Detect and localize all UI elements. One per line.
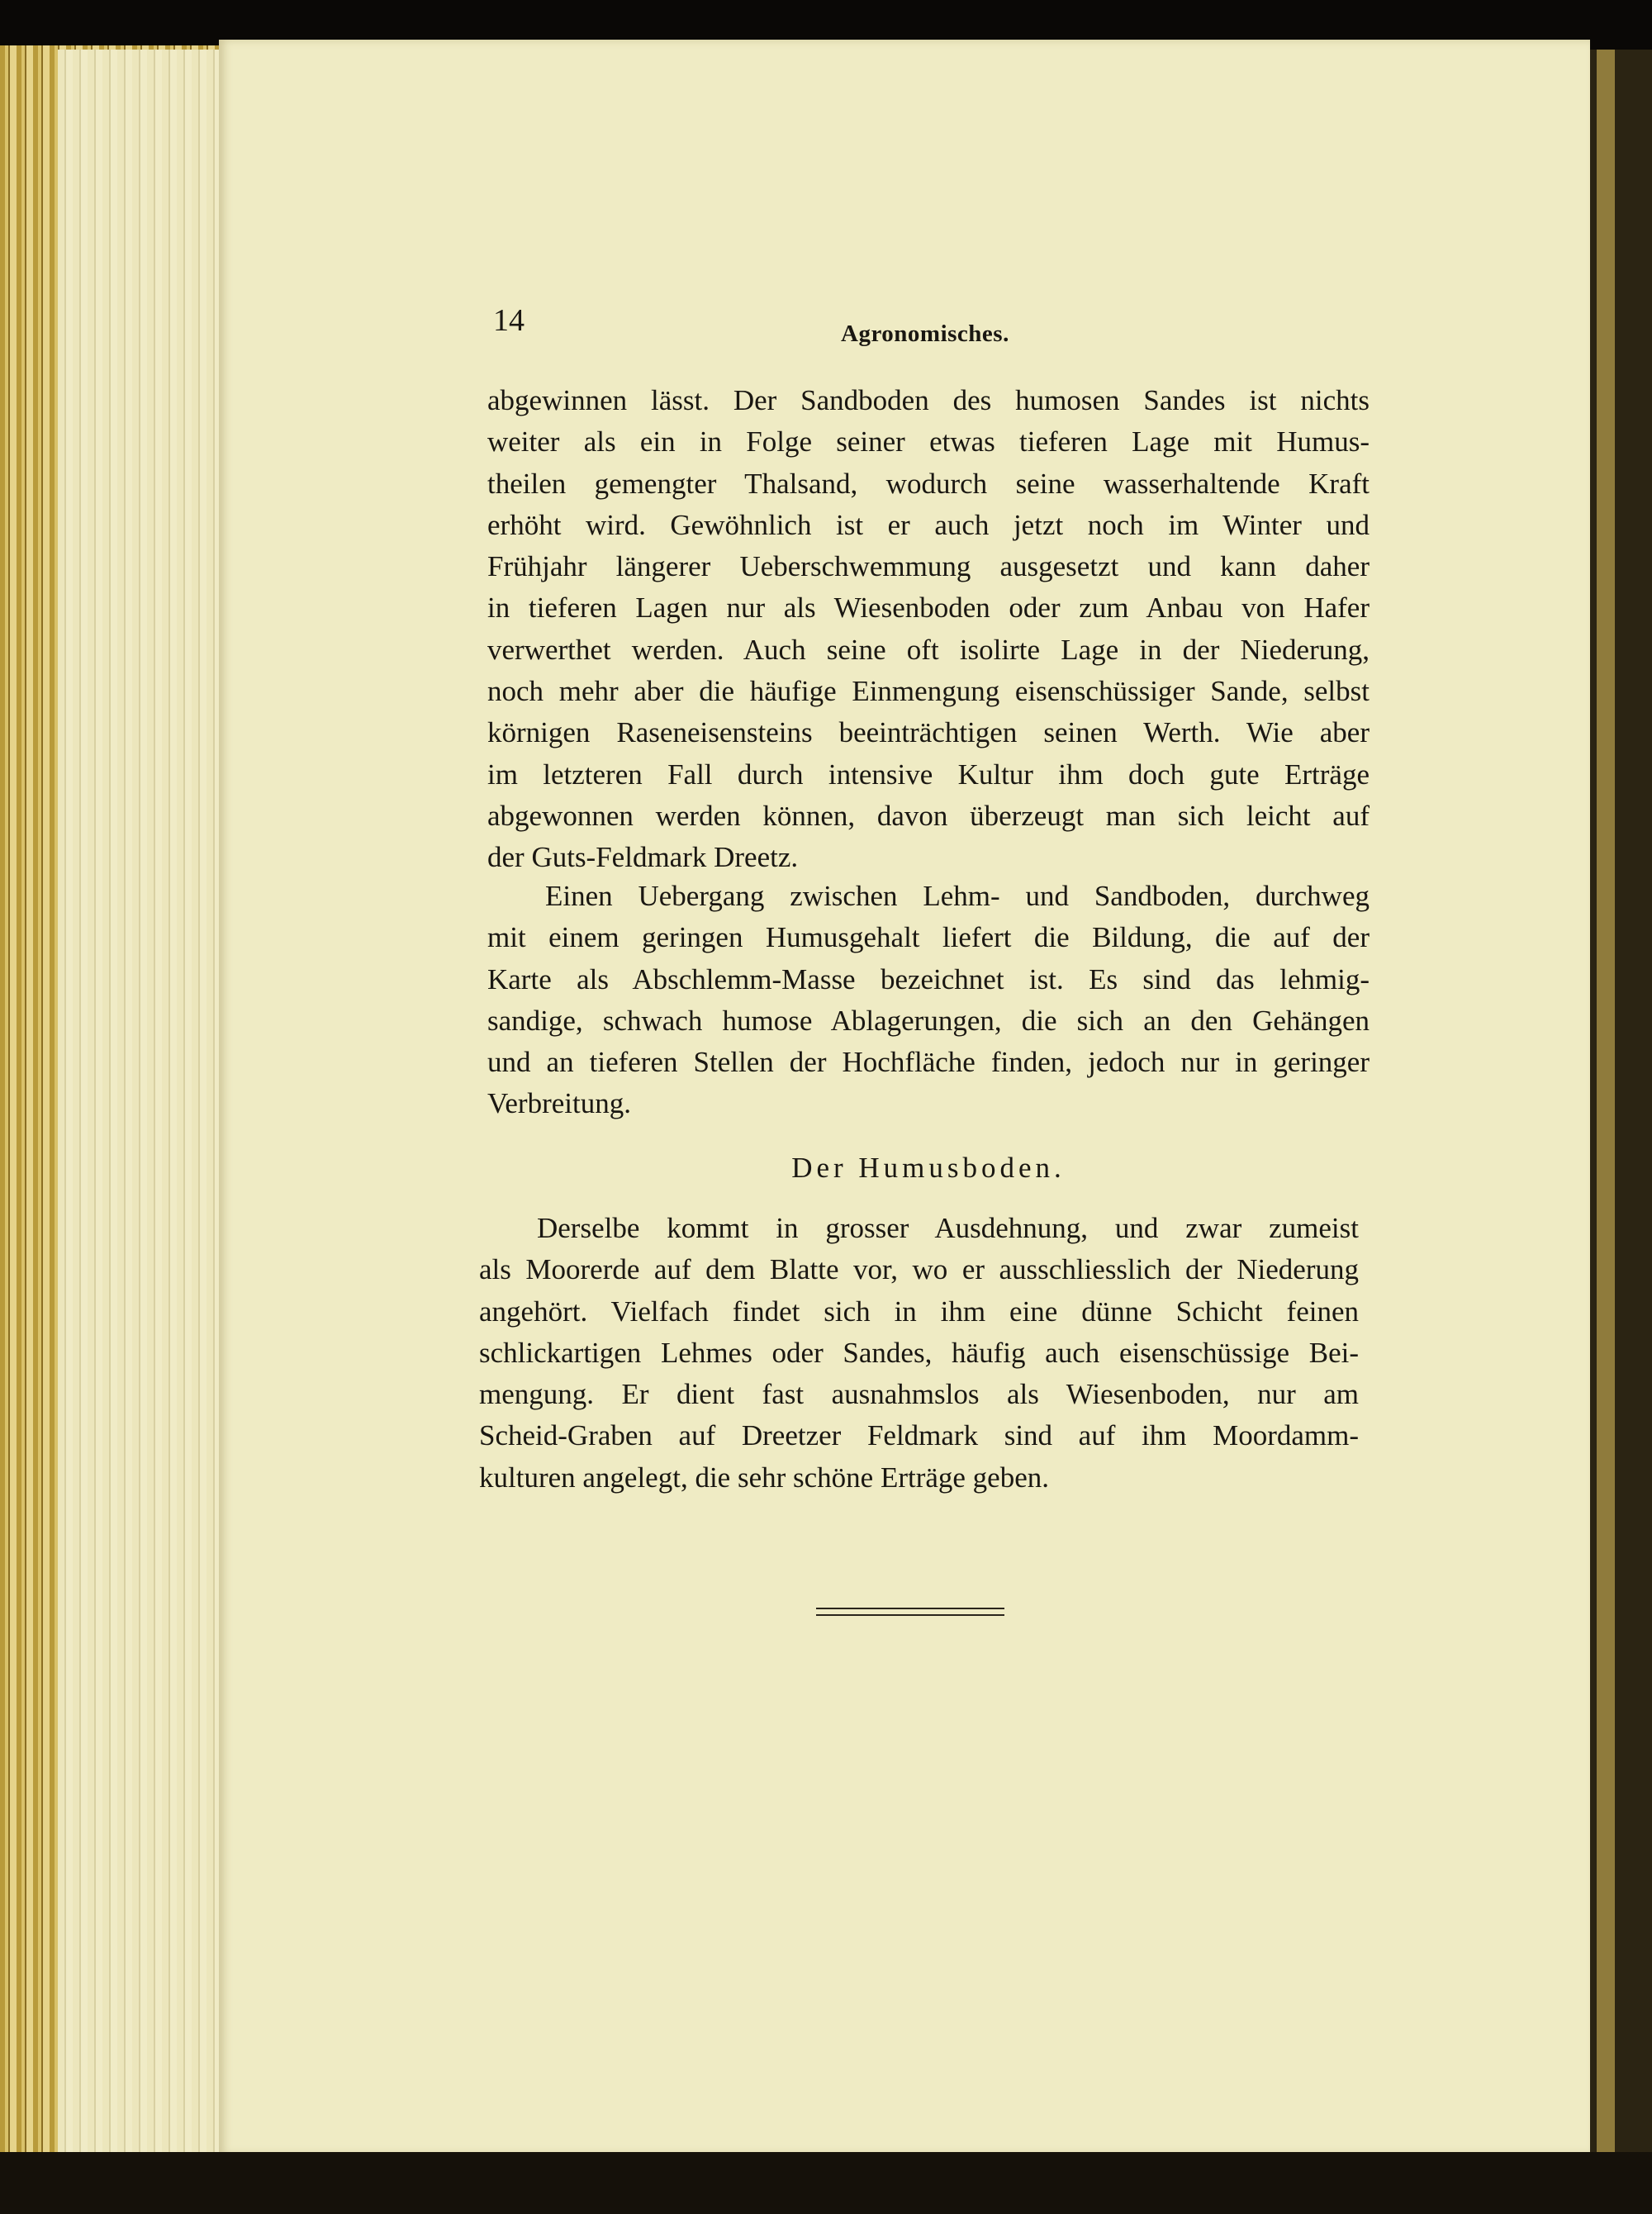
text-line: der Guts-Feldmark Dreetz. — [487, 841, 799, 874]
running-head: Agronomisches. — [841, 321, 1009, 347]
text-line: und an tieferen Stellen der Hochfläche finden, jedoch nur in geringer — [487, 1046, 1370, 1079]
paragraph-3 — [479, 1208, 1359, 1499]
text-line: Derselbe kommt in grosser Ausdehnung, und zwar zumeist — [537, 1212, 1359, 1244]
paragraph-1 — [487, 380, 1370, 879]
book-page-stack — [58, 50, 231, 2156]
text-line: körnigen Raseneisensteins beeinträchtigen seinen Werth. Wie aber — [487, 716, 1370, 749]
text-line: Einen Uebergang zwischen Lehm- und Sandboden, durchweg — [545, 880, 1370, 912]
text-line: noch mehr aber die häufige Einmengung eisenschüssiger Sande, selbst — [487, 675, 1370, 708]
book-right-edge — [1590, 50, 1652, 2214]
text-line: Frühjahr längerer Ueberschwemmung ausgesetzt und kann daher — [487, 550, 1370, 583]
text-line: theilen gemengter Thalsand, wodurch seine wasserhaltende Kraft — [487, 467, 1370, 500]
text-line: im letzteren Fall durch intensive Kultur ihm doch gute Erträge — [487, 758, 1370, 791]
text-line: Karte als Abschlemm-Masse bezeichnet ist. Es sind das lehmig- — [487, 962, 1370, 995]
text-line: mengung. Er dient fast ausnahmslos als Wiesenboden, nur am — [479, 1378, 1359, 1411]
end-divider — [816, 1608, 1004, 1616]
text-line: sandige, schwach humose Ablagerungen, die sich an den Gehängen — [487, 1004, 1370, 1037]
text-line: abgewinnen lässt. Der Sandboden des humosen Sandes ist nichts — [487, 384, 1370, 416]
section-heading: Der Humusboden. — [791, 1152, 1066, 1184]
text-line: als Moorerde auf dem Blatte vor, wo er ausschliesslich der Niederung — [479, 1253, 1359, 1286]
paragraph-2 — [487, 876, 1370, 1125]
text-line: schlickartigen Lehmes oder Sandes, häufig auch eisenschüssige Bei- — [479, 1336, 1359, 1369]
text-line: verwerthet werden. Auch seine oft isolirte Lage in der Niederung, — [487, 633, 1370, 666]
text-line: abgewonnen werden können, davon überzeugt man sich leicht auf — [487, 799, 1370, 832]
text-line: angehört. Vielfach findet sich in ihm eine dünne Schicht feinen — [479, 1295, 1359, 1328]
page-number: 14 — [493, 303, 525, 338]
text-line: erhöht wird. Gewöhnlich ist er auch jetzt noch im Winter und — [487, 508, 1370, 541]
text-line: Scheid-Graben auf Dreetzer Feldmark sind auf ihm Moordamm- — [479, 1419, 1359, 1452]
scan-background-bottom — [0, 2152, 1652, 2214]
text-line: kulturen angelegt, die sehr schöne Erträge geben. — [479, 1461, 1050, 1494]
text-line: in tieferen Lagen nur als Wiesenboden oder zum Anbau von Hafer — [487, 592, 1370, 625]
text-line: weiter als ein in Folge seiner etwas tieferen Lage mit Humus- — [487, 425, 1370, 458]
text-line: mit einem geringen Humusgehalt liefert die Bildung, die auf der — [487, 921, 1370, 954]
text-line: Verbreitung. — [487, 1087, 631, 1120]
